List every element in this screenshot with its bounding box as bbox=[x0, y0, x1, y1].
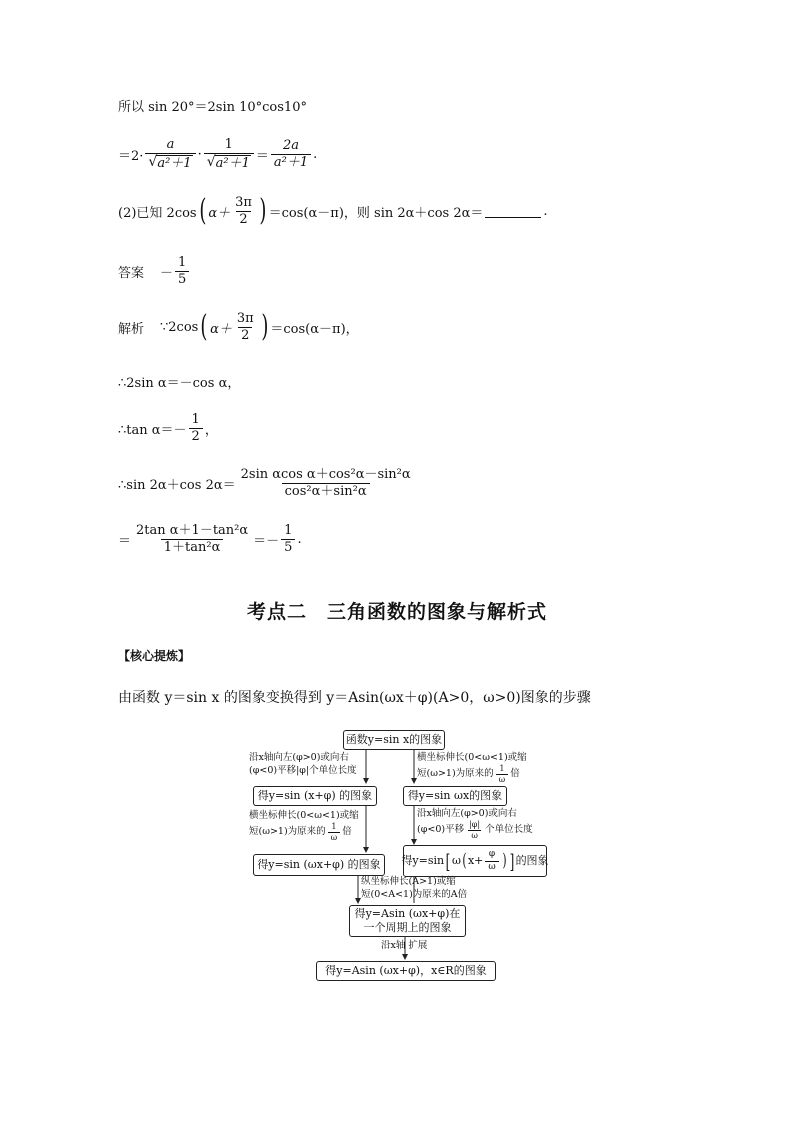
solution-line-2: ＝2· a √ a²＋1 · 1 √ a²＋1 ＝ $\frac{2a}{\text{a²＋1}}$ . bbox=[118, 137, 318, 171]
flow-mid-note: 纵坐标伸长(A>1)或缩 短(0<A<1)为原来的A倍 bbox=[361, 876, 468, 900]
fraction: a √ a²＋1 bbox=[145, 138, 195, 171]
analysis-line-2: ∴2sin α＝－cos α， bbox=[118, 376, 241, 391]
flow-mid-box: 得y=Asin (ωx+φ)在 一个周期上的图象 bbox=[349, 905, 466, 937]
question-2: (2)已知 2cos ( α＋ $\frac{3\pi}{2}$ ) ＝cos(α－π)，则 sin 2α＋cos 2α＝ . bbox=[118, 193, 548, 229]
fraction: 1 √ a²＋1 bbox=[204, 138, 254, 171]
flow-left-box-2: 得y=sin (ωx+φ) 的图象 bbox=[253, 854, 385, 876]
answer-line: 答案 － $\frac{1}{5}$ bbox=[118, 256, 191, 286]
core-label: 【核心提炼】 bbox=[118, 649, 191, 663]
fraction: $\frac{2a}{\text{a²＋1}}$ bbox=[271, 139, 311, 169]
analysis-line-1: 解析 ∵2cos ( α＋ $\frac{3\pi}{2}$ ) ＝cos(α－π)， bbox=[118, 309, 359, 345]
flow-bottom-note: 沿x轴 扩展 bbox=[381, 940, 428, 951]
solution-line-1: 所以 sin 20°＝2sin 10°cos10° bbox=[118, 100, 307, 115]
intro-text: 由函数 y＝sin x 的图象变换得到 y＝Asin(ωx＋φ)(A>0，ω>0)图象的步骤 bbox=[118, 690, 591, 706]
flow-start-box: 函数y=sin x的图象 bbox=[343, 730, 445, 750]
answer-label: 答案 bbox=[118, 265, 145, 281]
flow-bottom-box: 得y=Asin (ωx+φ)，x∈R的图象 bbox=[316, 961, 496, 981]
analysis-line-4: ∴sin 2α＋cos 2α＝ $\frac{\text{2sin αcos α＋cos²α－sin²α}}{\text{cos²α＋sin²α}}$ bbox=[118, 467, 411, 499]
flow-left-note-1: 沿x轴向左(φ>0)或向右 (φ<0)平移|φ|个单位长度 bbox=[249, 752, 357, 776]
flow-right-note-1: 横坐标伸长(0<ω<1)或缩 短(ω>1)为原来的 $\frac{1}{\omega}$ 倍 bbox=[417, 752, 527, 785]
flow-right-box-2: 得y=sin [ ω ( x+ $\frac{\varphi}{\omega}$ ) ] 的图象 bbox=[403, 845, 547, 877]
flow-right-box-1: 得y=sin ωx的图象 bbox=[403, 786, 507, 806]
analysis-label: 解析 bbox=[118, 321, 145, 337]
section-title: 考点二 三角函数的图象与解析式 bbox=[246, 601, 547, 623]
analysis-line-3: ∴tan α＝－ $\frac{1}{2}$ ， bbox=[118, 412, 218, 444]
analysis-line-5: ＝ $\frac{\text{2tan α＋1－tan²α}}{\text{1＋tan²α}}$ ＝－ $\frac{1}{5}$ . bbox=[118, 523, 302, 555]
flow-left-note-2: 横坐标伸长(0<ω<1)或缩 短(ω>1)为原来的 $\frac{1}{\omega}$ 倍 bbox=[249, 810, 359, 843]
flow-left-box-1: 得y=sin (x+φ) 的图象 bbox=[253, 786, 377, 806]
flow-right-note-2: 沿x轴向左(φ>0)或向右 (φ<0)平移 $\frac{|\varphi|}{\omega}$ 个单位长度 bbox=[417, 808, 533, 841]
